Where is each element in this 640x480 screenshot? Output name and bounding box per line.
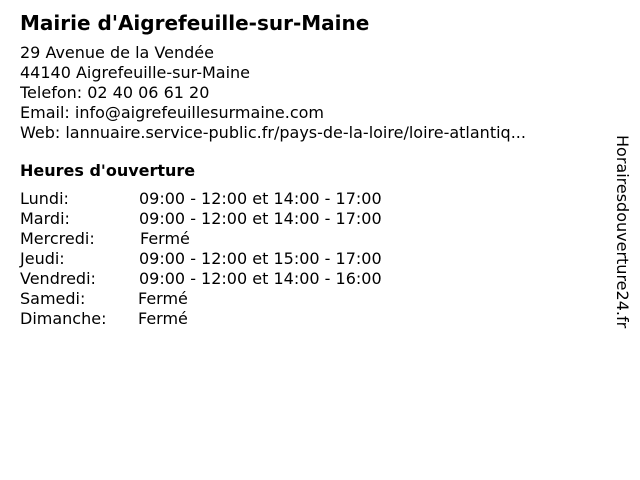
day-label: Mardi: [20,209,70,228]
phone-line: Telefon: 02 40 06 61 20 [20,83,210,102]
day-hours: Fermé [138,309,188,328]
address-line-1: 29 Avenue de la Vendée [20,43,214,62]
site-watermark [612,135,634,375]
opening-hours-title: Heures d'ouverture [20,161,196,180]
day-hours: 09:00 - 12:00 et 14:00 - 16:00 [139,269,382,288]
watermark-text: Horairesdouverture24.fr [613,135,632,329]
day-hours: 09:00 - 12:00 et 15:00 - 17:00 [139,249,382,268]
website-line: Web: lannuaire.service-public.fr/pays-de-la-loire/loire-atlantiq... [20,123,526,142]
hours-row-monday [20,189,600,209]
opening-hours-list [20,189,600,329]
day-hours: 09:00 - 12:00 et 14:00 - 17:00 [139,189,382,208]
business-card [20,10,600,329]
day-label: Samedi: [20,289,86,308]
address-line-2: 44140 Aigrefeuille-sur-Maine [20,63,251,82]
day-label: Dimanche: [20,309,107,328]
day-hours: Fermé [140,229,190,248]
hours-row-tuesday [20,209,600,229]
day-label: Lundi: [20,189,69,208]
hours-row-friday [20,269,600,289]
hours-row-wednesday [20,229,600,249]
business-name: Mairie d'Aigrefeuille-sur-Maine [20,11,370,35]
hours-row-saturday [20,289,600,309]
day-hours: 09:00 - 12:00 et 14:00 - 17:00 [139,209,382,228]
email-line: Email: info@aigrefeuillesurmaine.com [20,103,324,122]
day-hours: Fermé [138,289,188,308]
day-label: Vendredi: [20,269,96,288]
hours-row-sunday [20,309,600,329]
day-label: Jeudi: [20,249,65,268]
day-label: Mercredi: [20,229,95,248]
hours-row-thursday [20,249,600,269]
